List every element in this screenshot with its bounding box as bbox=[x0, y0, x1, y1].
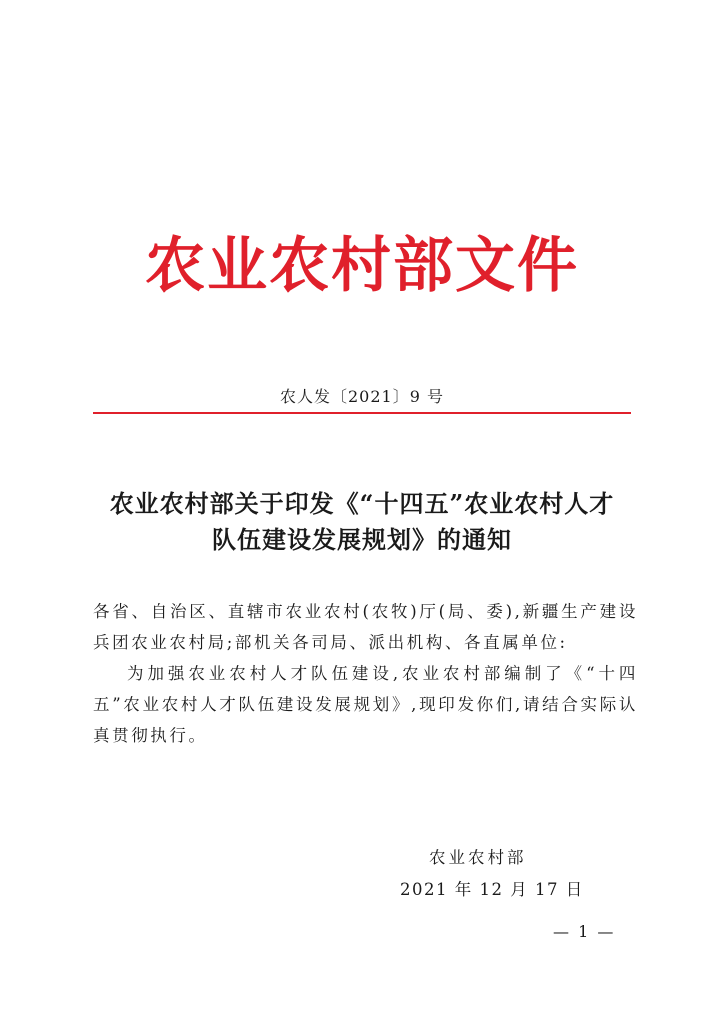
recipients-paragraph: 各省、自治区、直辖市农业农村(农牧)厅(局、委),新疆生产建设兵团农业农村局;部机关各司局、派出机构、各直属单位: bbox=[93, 602, 638, 652]
signing-organization: 农业农村部 bbox=[429, 848, 527, 867]
document-header-title: 农业农村部文件 bbox=[145, 231, 579, 301]
signing-date: 2021 年 12 月 17 日 bbox=[400, 880, 584, 899]
notice-title bbox=[80, 486, 644, 558]
notice-title-line-2: 队伍建设发展规划》的通知 bbox=[212, 525, 512, 554]
red-divider-line bbox=[93, 412, 631, 414]
main-paragraph: 为加强农业农村人才队伍建设,农业农村部编制了《“十四五”农业农村人才队伍建设发展规划》,现印发你们,请结合实际认真贯彻执行。 bbox=[93, 664, 638, 745]
notice-body bbox=[93, 596, 638, 751]
document-number: 农人发〔2021〕9 号 bbox=[280, 387, 444, 406]
page-number: — 1 — bbox=[553, 922, 616, 941]
notice-title-line-1: 农业农村部关于印发《“十四五”农业农村人才 bbox=[109, 489, 615, 518]
